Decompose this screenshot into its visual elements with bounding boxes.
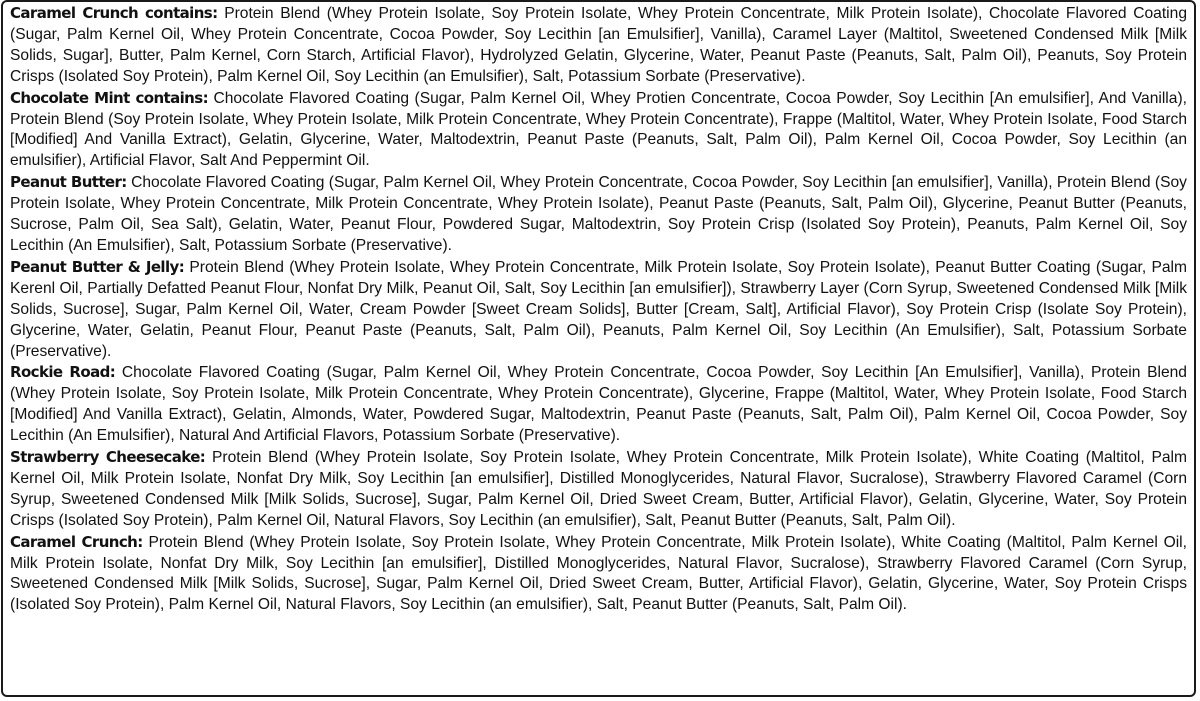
flavor-name: Peanut Butter: <box>10 173 127 192</box>
ingredient-text: Protein Blend (Whey Protein Isolate, Whey Protein Concentrate, Milk Protein Isolate, Soy Protein Isolate), Peanut Butter Coating (Sugar, Palm Kerenl Oil, Partially Defatted Peanut Flour, Nonfat Dry Milk, Peanut Oil, Salt, Soy Lecithin [an emulsifier]), Strawberry Layer (Corn Syrup, Sweetened Condensed Milk [Milk Solids, Sucrose], Sugar, Palm Kernel Oil, Water, Cream Powder [Sweet Cream Solids], Butter [Cream, Salt], Artificial Flavor), Soy Protein Crisp (Isolate Soy Protein), Glycerine, Water, Gelatin, Peanut Flour, Peanut Paste (Peanuts, Salt, Palm Oil), Peanuts, Palm Kernel Oil, Soy Lecithin (An Emulsifier), Salt, Potassium Sorbate (Preservative). <box>10 258 1187 360</box>
flavor-name: Strawberry Cheesecake: <box>10 448 206 467</box>
ingredient-entry-caramel-crunch <box>10 532 1187 617</box>
ingredient-entry-strawberry-cheesecake <box>10 447 1187 532</box>
ingredient-entry-caramel-crunch-contains <box>10 3 1187 88</box>
ingredient-text: Protein Blend (Whey Protein Isolate, Soy Protein Isolate, Whey Protein Concentrate, Milk Protein Isolate), White Coating (Maltitol, Palm Kernel Oil, Milk Protein Isolate, Nonfat Dry Milk, Soy Lecithin [an emulsifier], Distilled Monoglycerides, Natural Flavor, Sucralose), Strawberry Flavored Caramel (Corn Syrup, Sweetened Condensed Milk [Milk Solids, Sucrose], Sugar, Palm Kernel Oil, Dried Sweet Cream, Butter, Artificial Flavor), Gelatin, Glycerine, Water, Soy Protein Crisps (Isolated Soy Protein), Palm Kernel Oil, Natural Flavors, Soy Lecithin (an emulsifier), Salt, Peanut Butter (Peanuts, Salt, Palm Oil). <box>10 533 1187 614</box>
ingredient-text: Chocolate Flavored Coating (Sugar, Palm Kernel Oil, Whey Protien Concentrate, Cocoa Powder, Soy Lecithin [An emulsifier], And Vanilla), Protein Blend (Soy Protein Isolate, Whey Protein Isolate, Milk Protein Concentrate, Whey Protein Concentrate), Frappe (Maltitol, Water, Whey Protein Isolate, Food Starch [Modified] And Vanilla Extract), Gelatin, Glycerine, Water, Maltodextrin, Peanut Paste (Peanuts, Salt, Palm Oil), Palm Kernel Oil, Cocoa Powder, Soy Lecithin (an emulsifier), Artificial Flavor, Salt And Peppermint Oil. <box>10 89 1187 170</box>
flavor-name: Peanut Butter & Jelly: <box>10 257 185 276</box>
flavor-name: Rockie Road: <box>10 363 116 382</box>
flavor-name: Chocolate Mint contains: <box>10 88 208 107</box>
ingredient-text: Chocolate Flavored Coating (Sugar, Palm Kernel Oil, Whey Protein Concentrate, Cocoa Powder, Soy Lecithin [An Emulsifier], Vanilla), Protein Blend (Whey Protein Isolate, Soy Protein Isolate, Milk Protein Concentrate, Whey Protein Concentrate), Glycerine, Frappe (Maltitol, Water, Whey Protein Isolate, Food Starch [Modified] And Vanilla Extract), Gelatin, Almonds, Water, Powdered Sugar, Maltodextrin, Peanut Paste (Peanuts, Salt, Palm Oil), Palm Kernel Oil, Cocoa Powder, Soy Lecithin (An Emulsifier), Natural And Artificial Flavors, Potassium Sorbate (Preservative). <box>10 364 1187 445</box>
ingredient-entry-rockie-road <box>10 362 1187 447</box>
ingredient-entry-peanut-butter <box>10 172 1187 257</box>
flavor-name: Caramel Crunch contains: <box>10 4 218 22</box>
flavor-name: Caramel Crunch: <box>10 532 143 551</box>
ingredients-panel <box>1 0 1196 697</box>
ingredient-text: Chocolate Flavored Coating (Sugar, Palm Kernel Oil, Whey Protein Concentrate, Cocoa Powder, Soy Lecithin [an emulsifier], Vanilla), Protein Blend (Soy Protein Isolate, Whey Protein Concentrate, Milk Protein Concentrate, Whey Protein Isolate), Peanut Paste (Peanuts, Salt, Palm Oil), Glycerine, Peanut Butter (Peanuts, Sucrose, Palm Oil, Sea Salt), Gelatin, Water, Peanut Flour, Powdered Sugar, Maltodextrin, Soy Protein Crisp (Isolated Soy Protein), Peanuts, Palm Kernel Oil, Soy Lecithin (An Emulsifier), Salt, Potassium Sorbate (Preservative). <box>10 174 1187 254</box>
ingredient-entry-peanut-butter-jelly <box>10 257 1187 363</box>
ingredient-text: Protein Blend (Whey Protein Isolate, Soy Protein Isolate, Whey Protein Concentrate, Milk Protein Isolate), White Coating (Maltitol, Palm Kernel Oil, Milk Protein Isolate, Nonfat Dry Milk, Soy Lecithin [an emulsifier], Distilled Monoglycerides, Natural Flavor, Sucralose), Strawberry Flavored Caramel (Corn Syrup, Sweetened Condensed Milk [Milk Solids, Sucrose], Sugar, Palm Kernel Oil, Dried Sweet Cream, Butter, Artificial Flavor), Gelatin, Glycerine, Water, Soy Protein Crisps (Isolated Soy Protein), Palm Kernel Oil, Natural Flavors, Soy Lecithin (an emulsifier), Salt, Peanut Butter (Peanuts, Salt, Palm Oil). <box>10 449 1187 529</box>
ingredient-text: Protein Blend (Whey Protein Isolate, Soy Protein Isolate, Whey Protein Concentrate, Milk Protein Isolate), Chocolate Flavored Coating (Sugar, Palm Kernel Oil, Whey Protein Concentrate, Cocoa Powder, Soy Lecithin [an Emulsifier], Vanilla), Caramel Layer (Maltitol, Sweetened Condensed Milk [Milk Solids, Sugar], Butter, Palm Kernel, Corn Starch, Artificial Flavor), Hydrolyzed Gelatin, Glycerine, Water, Peanut Paste (Peanuts, Salt, Palm Oil), Peanuts, Soy Protein Crisps (Isolated Soy Protein), Palm Kernel Oil, Soy Lecithin (an Emulsifier), Salt, Potassium Sorbate (Preservative). <box>10 5 1187 85</box>
ingredient-entry-chocolate-mint <box>10 88 1187 173</box>
ingredients-list <box>3 2 1194 616</box>
